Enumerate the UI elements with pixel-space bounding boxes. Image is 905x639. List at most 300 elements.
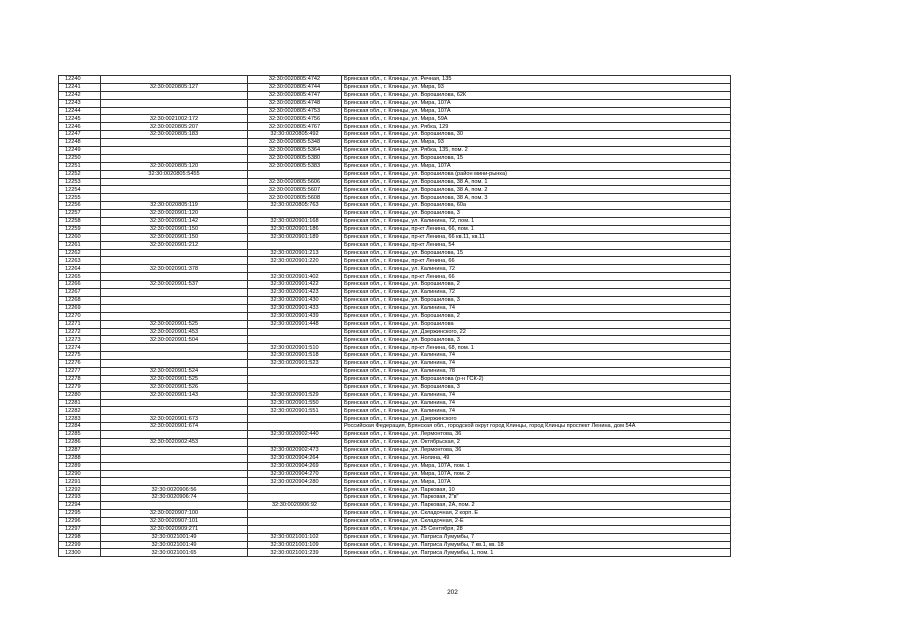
table-row: [59, 328, 731, 336]
address-cell: Брянская обл., г. Клинцы, ул. Ворошилова, 38 А, пом. 3: [342, 194, 731, 202]
land-cadastral-number-cell: 32:30:0020901:142: [101, 218, 248, 226]
building-cadastral-number-cell: 32:30:0020805:5348: [248, 139, 342, 147]
land-cadastral-number-cell: [101, 107, 248, 115]
table-row: [59, 162, 731, 170]
row-number-cell: 12292: [59, 486, 101, 494]
building-cadastral-number-cell: 32:30:0020901:402: [248, 273, 342, 281]
row-number-cell: 12268: [59, 296, 101, 304]
building-cadastral-number-cell: 32:30:0020901:422: [248, 281, 342, 289]
table-row: [59, 107, 731, 115]
table-row: [59, 91, 731, 99]
row-number-cell: 12285: [59, 431, 101, 439]
land-cadastral-number-cell: 32:30:0020901:212: [101, 241, 248, 249]
table-row: [59, 502, 731, 510]
building-cadastral-number-cell: 32:30:0020901:518: [248, 352, 342, 360]
row-number-cell: 12248: [59, 139, 101, 147]
table-row: [59, 99, 731, 107]
land-cadastral-number-cell: 32:30:0020805:127: [101, 83, 248, 91]
row-number-cell: 12246: [59, 123, 101, 131]
table-row: [59, 186, 731, 194]
building-cadastral-number-cell: 32:30:0020901:439: [248, 312, 342, 320]
address-cell: Брянская обл., г. Клинцы, ул. Калинина, 78: [342, 367, 731, 375]
table-row: [59, 375, 731, 383]
registry-table-container: [58, 75, 731, 557]
building-cadastral-number-cell: 32:30:0020805:4767: [248, 123, 342, 131]
address-cell: Брянская обл., г. Клинцы, ул. Ворошилова (район мини-рынка): [342, 170, 731, 178]
land-cadastral-number-cell: [101, 249, 248, 257]
address-cell: Брянская обл., г. Клинцы, ул. Лермонтова, 36: [342, 431, 731, 439]
address-cell: Брянская обл., г. Клинцы, ул. Калинина, 74: [342, 407, 731, 415]
address-cell: Брянская обл., г. Клинцы, ул. Калинина, 72, пом. 1: [342, 218, 731, 226]
registry-table: [58, 75, 731, 557]
table-row: [59, 202, 731, 210]
building-cadastral-number-cell: 32:30:0020805:5364: [248, 147, 342, 155]
building-cadastral-number-cell: 32:30:0020901:551: [248, 407, 342, 415]
land-cadastral-number-cell: [101, 312, 248, 320]
land-cadastral-number-cell: [101, 257, 248, 265]
land-cadastral-number-cell: 32:30:0020909:271: [101, 525, 248, 533]
building-cadastral-number-cell: [248, 525, 342, 533]
building-cadastral-number-cell: 32:30:0020805:5380: [248, 154, 342, 162]
row-number-cell: 12252: [59, 170, 101, 178]
building-cadastral-number-cell: 32:30:0020902:440: [248, 431, 342, 439]
table-row: [59, 281, 731, 289]
row-number-cell: 12289: [59, 462, 101, 470]
address-cell: Брянская обл., г. Клинцы, ул. Мира, 107А: [342, 99, 731, 107]
row-number-cell: 12265: [59, 273, 101, 281]
row-number-cell: 12241: [59, 83, 101, 91]
table-row: [59, 83, 731, 91]
building-cadastral-number-cell: [248, 210, 342, 218]
row-number-cell: 12279: [59, 383, 101, 391]
table-row: [59, 210, 731, 218]
building-cadastral-number-cell: 32:30:0020901:523: [248, 360, 342, 368]
land-cadastral-number-cell: [101, 147, 248, 155]
address-cell: Брянская обл., г. Клинцы, ул. Мира, 107А, пом. 1: [342, 462, 731, 470]
row-number-cell: 12286: [59, 438, 101, 446]
building-cadastral-number-cell: 32:30:0020901:423: [248, 289, 342, 297]
building-cadastral-number-cell: 32:30:0020805:5608: [248, 194, 342, 202]
row-number-cell: 12271: [59, 320, 101, 328]
address-cell: Брянская обл., г. Клинцы, ул. Дзержинского: [342, 415, 731, 423]
address-cell: Брянская обл., г. Клинцы, ул. Мира, 93: [342, 139, 731, 147]
table-row: [59, 352, 731, 360]
table-row: [59, 494, 731, 502]
row-number-cell: 12244: [59, 107, 101, 115]
land-cadastral-number-cell: [101, 99, 248, 107]
table-row: [59, 147, 731, 155]
land-cadastral-number-cell: 32:30:0021001:65: [101, 549, 248, 557]
address-cell: Брянская обл., г. Клинцы, ул. Калинина, 74: [342, 391, 731, 399]
address-cell: Брянская обл., г. Клинцы, ул. Патриса Лумумбы, 7 кв.1, кв. 18: [342, 541, 731, 549]
building-cadastral-number-cell: 32:30:0020805:4747: [248, 91, 342, 99]
address-cell: Брянская обл., г. Клинцы, ул. Нолина, 49: [342, 454, 731, 462]
row-number-cell: 12242: [59, 91, 101, 99]
table-row: [59, 423, 731, 431]
address-cell: Брянская обл., г. Клинцы, ул. Лермонтова, 36: [342, 446, 731, 454]
address-cell: Брянская обл., г. Клинцы, ул. Ворошилова, 3: [342, 383, 731, 391]
row-number-cell: 12262: [59, 249, 101, 257]
address-cell: Брянская обл., г. Клинцы, ул. Ворошилова, 2: [342, 312, 731, 320]
address-cell: Брянская обл., г. Клинцы, ул. Речная, 135: [342, 76, 731, 84]
row-number-cell: 12266: [59, 281, 101, 289]
table-row: [59, 462, 731, 470]
table-row: [59, 312, 731, 320]
land-cadastral-number-cell: [101, 462, 248, 470]
table-row: [59, 265, 731, 273]
building-cadastral-number-cell: 32:30:0020805:4753: [248, 107, 342, 115]
land-cadastral-number-cell: 32:30:0020907:100: [101, 509, 248, 517]
building-cadastral-number-cell: 32:30:0020904:280: [248, 478, 342, 486]
address-cell: Брянская обл., г. Клинцы, ул. Складочная, 2-Е: [342, 517, 731, 525]
table-row: [59, 367, 731, 375]
table-row: [59, 478, 731, 486]
building-cadastral-number-cell: 32:30:0020901:220: [248, 257, 342, 265]
land-cadastral-number-cell: 32:30:0021002:172: [101, 115, 248, 123]
land-cadastral-number-cell: [101, 399, 248, 407]
table-row: [59, 304, 731, 312]
land-cadastral-number-cell: 32:30:0020901:453: [101, 328, 248, 336]
building-cadastral-number-cell: 32:30:0020901:189: [248, 233, 342, 241]
row-number-cell: 12249: [59, 147, 101, 155]
land-cadastral-number-cell: 32:30:0020805:120: [101, 162, 248, 170]
land-cadastral-number-cell: 32:30:0020901:673: [101, 415, 248, 423]
building-cadastral-number-cell: [248, 509, 342, 517]
row-number-cell: 12240: [59, 76, 101, 84]
land-cadastral-number-cell: 32:30:0020901:150: [101, 225, 248, 233]
table-row: [59, 241, 731, 249]
address-cell: Брянская обл., г. Клинцы, пр-кт Ленина, 66, пом. 1: [342, 225, 731, 233]
address-cell: Брянская обл., г. Клинцы, пр-кт Ленина, 66: [342, 273, 731, 281]
building-cadastral-number-cell: 32:30:0020901:430: [248, 296, 342, 304]
registry-table-body: [59, 76, 731, 557]
building-cadastral-number-cell: 32:30:0020906:92: [248, 502, 342, 510]
address-cell: Брянская обл., г. Клинцы, ул. Ворошилова, 3: [342, 210, 731, 218]
land-cadastral-number-cell: [101, 273, 248, 281]
land-cadastral-number-cell: 32:30:0020901:504: [101, 336, 248, 344]
address-cell: Брянская обл., г. Клинцы, ул. Мира, 107А: [342, 107, 731, 115]
building-cadastral-number-cell: 32:30:0020805:5607: [248, 186, 342, 194]
table-row: [59, 123, 731, 131]
row-number-cell: 12282: [59, 407, 101, 415]
land-cadastral-number-cell: 32:30:0020907:101: [101, 517, 248, 525]
land-cadastral-number-cell: 32:30:0020901:525: [101, 375, 248, 383]
row-number-cell: 12253: [59, 178, 101, 186]
land-cadastral-number-cell: 32:30:0020805:183: [101, 131, 248, 139]
building-cadastral-number-cell: 32:30:0020805:4744: [248, 83, 342, 91]
table-row: [59, 257, 731, 265]
land-cadastral-number-cell: 32:30:0020901:120: [101, 210, 248, 218]
table-row: [59, 399, 731, 407]
land-cadastral-number-cell: [101, 360, 248, 368]
land-cadastral-number-cell: 32:30:0020906:74: [101, 494, 248, 502]
address-cell: Брянская обл., г. Клинцы, ул. Парковая, 10: [342, 486, 731, 494]
building-cadastral-number-cell: 32:30:0020904:270: [248, 470, 342, 478]
land-cadastral-number-cell: [101, 478, 248, 486]
land-cadastral-number-cell: [101, 344, 248, 352]
row-number-cell: 12287: [59, 446, 101, 454]
address-cell: Брянская обл., г. Клинцы, ул. Калинина, 74: [342, 304, 731, 312]
building-cadastral-number-cell: 32:30:0020805:763: [248, 202, 342, 210]
table-row: [59, 194, 731, 202]
row-number-cell: 12260: [59, 233, 101, 241]
table-row: [59, 336, 731, 344]
row-number-cell: 12256: [59, 202, 101, 210]
land-cadastral-number-cell: [101, 178, 248, 186]
land-cadastral-number-cell: [101, 352, 248, 360]
row-number-cell: 12300: [59, 549, 101, 557]
table-row: [59, 154, 731, 162]
land-cadastral-number-cell: 32:30:0020901:525: [101, 320, 248, 328]
row-number-cell: 12296: [59, 517, 101, 525]
land-cadastral-number-cell: [101, 407, 248, 415]
building-cadastral-number-cell: [248, 494, 342, 502]
address-cell: Брянская обл., г. Клинцы, ул. Патриса Лумумбы, 1, пом. 1: [342, 549, 731, 557]
row-number-cell: 12291: [59, 478, 101, 486]
table-row: [59, 225, 731, 233]
building-cadastral-number-cell: [248, 415, 342, 423]
address-cell: Брянская обл., г. Клинцы, ул. Ворошилова, 30: [342, 131, 731, 139]
building-cadastral-number-cell: [248, 517, 342, 525]
building-cadastral-number-cell: 32:30:0020904:264: [248, 454, 342, 462]
table-row: [59, 233, 731, 241]
land-cadastral-number-cell: 32:30:0020901:524: [101, 367, 248, 375]
row-number-cell: 12281: [59, 399, 101, 407]
row-number-cell: 12280: [59, 391, 101, 399]
land-cadastral-number-cell: 32:30:0020901:143: [101, 391, 248, 399]
row-number-cell: 12297: [59, 525, 101, 533]
row-number-cell: 12298: [59, 533, 101, 541]
row-number-cell: 12269: [59, 304, 101, 312]
address-cell: Брянская обл., г. Клинцы, ул. Рябка, 129: [342, 123, 731, 131]
building-cadastral-number-cell: [248, 170, 342, 178]
row-number-cell: 12267: [59, 289, 101, 297]
address-cell: Российская Федерация, Брянская обл., городской округ город Клинцы, город Клинцы проспект Ленина, дом 54А: [342, 423, 731, 431]
land-cadastral-number-cell: [101, 289, 248, 297]
table-row: [59, 139, 731, 147]
address-cell: Брянская обл., г. Клинцы, ул. Патриса Лумумбы, 7: [342, 533, 731, 541]
building-cadastral-number-cell: [248, 375, 342, 383]
building-cadastral-number-cell: 32:30:0020901:186: [248, 225, 342, 233]
address-cell: Брянская обл., г. Клинцы, ул. Калинина, 74: [342, 360, 731, 368]
table-row: [59, 115, 731, 123]
table-row: [59, 296, 731, 304]
building-cadastral-number-cell: [248, 265, 342, 273]
address-cell: Брянская обл., г. Клинцы, ул. 25 Сентября, 28: [342, 525, 731, 533]
row-number-cell: 12247: [59, 131, 101, 139]
address-cell: Брянская обл., г. Клинцы, ул. Парковая, 2"в": [342, 494, 731, 502]
address-cell: Брянская обл., г. Клинцы, ул. Ворошилова, 38 А, пом. 2: [342, 186, 731, 194]
building-cadastral-number-cell: 32:30:0020805:5383: [248, 162, 342, 170]
address-cell: Брянская обл., г. Клинцы, ул. Калинина, 74: [342, 399, 731, 407]
table-row: [59, 446, 731, 454]
address-cell: Брянская обл., г. Клинцы, ул. Мира, 107А: [342, 162, 731, 170]
building-cadastral-number-cell: 32:30:0021001:109: [248, 541, 342, 549]
land-cadastral-number-cell: [101, 454, 248, 462]
building-cadastral-number-cell: 32:30:0020901:448: [248, 320, 342, 328]
address-cell: Брянская обл., г. Клинцы, ул. Парковая, 2А, пом. 2: [342, 502, 731, 510]
row-number-cell: 12263: [59, 257, 101, 265]
table-row: [59, 454, 731, 462]
land-cadastral-number-cell: [101, 304, 248, 312]
row-number-cell: 12284: [59, 423, 101, 431]
land-cadastral-number-cell: [101, 502, 248, 510]
address-cell: Брянская обл., г. Клинцы, ул. Мира, 107А, пом. 2: [342, 470, 731, 478]
address-cell: Брянская обл., г. Клинцы, ул. Ворошилова, 15: [342, 249, 731, 257]
table-row: [59, 131, 731, 139]
address-cell: Брянская обл., г. Клинцы, пр-кт Ленина, 68, пом. 1: [342, 344, 731, 352]
land-cadastral-number-cell: 32:30:0020901:537: [101, 281, 248, 289]
row-number-cell: 12276: [59, 360, 101, 368]
building-cadastral-number-cell: 32:30:0020901:529: [248, 391, 342, 399]
table-row: [59, 289, 731, 297]
building-cadastral-number-cell: 32:30:0020902:473: [248, 446, 342, 454]
address-cell: Брянская обл., г. Клинцы, ул. Ворошилова, 15: [342, 154, 731, 162]
address-cell: Брянская обл., г. Клинцы, ул. Калинина, 72: [342, 265, 731, 273]
building-cadastral-number-cell: 32:30:0020901:213: [248, 249, 342, 257]
land-cadastral-number-cell: 32:30:0020901:526: [101, 383, 248, 391]
address-cell: Брянская обл., г. Клинцы, ул. Ворошилова (р-н ГСК-2): [342, 375, 731, 383]
table-row: [59, 218, 731, 226]
address-cell: Брянская обл., г. Клинцы, ул. Дзержинского, 22: [342, 328, 731, 336]
building-cadastral-number-cell: 32:30:0020904:269: [248, 462, 342, 470]
building-cadastral-number-cell: 32:30:0020901:510: [248, 344, 342, 352]
land-cadastral-number-cell: 32:30:0020901:674: [101, 423, 248, 431]
row-number-cell: 12290: [59, 470, 101, 478]
table-row: [59, 360, 731, 368]
row-number-cell: 12293: [59, 494, 101, 502]
building-cadastral-number-cell: [248, 336, 342, 344]
table-row: [59, 249, 731, 257]
row-number-cell: 12275: [59, 352, 101, 360]
row-number-cell: 12272: [59, 328, 101, 336]
table-row: [59, 525, 731, 533]
address-cell: Брянская обл., г. Клинцы, ул. Калинина, 72: [342, 289, 731, 297]
table-row: [59, 170, 731, 178]
address-cell: Брянская обл., г. Клинцы, ул. Ворошилова, 2: [342, 281, 731, 289]
row-number-cell: 12277: [59, 367, 101, 375]
land-cadastral-number-cell: [101, 186, 248, 194]
building-cadastral-number-cell: 32:30:0020805:5606: [248, 178, 342, 186]
building-cadastral-number-cell: [248, 423, 342, 431]
row-number-cell: 12274: [59, 344, 101, 352]
address-cell: Брянская обл., г. Клинцы, пр-кт Ленина, 66 кв.11, кв.11: [342, 233, 731, 241]
row-number-cell: 12243: [59, 99, 101, 107]
address-cell: Брянская обл., г. Клинцы, ул. Ворошилова, 60а: [342, 202, 731, 210]
land-cadastral-number-cell: 32:30:0020805:5455: [101, 170, 248, 178]
building-cadastral-number-cell: 32:30:0020805:4742: [248, 76, 342, 84]
row-number-cell: 12273: [59, 336, 101, 344]
page-number: 202: [447, 589, 458, 596]
land-cadastral-number-cell: [101, 431, 248, 439]
address-cell: Брянская обл., г. Клинцы, пр-кт Ленина, 66: [342, 257, 731, 265]
address-cell: Брянская обл., г. Клинцы, ул. Мира, 93: [342, 83, 731, 91]
land-cadastral-number-cell: 32:30:0020805:207: [101, 123, 248, 131]
building-cadastral-number-cell: 32:30:0020805:492: [248, 131, 342, 139]
address-cell: Брянская обл., г. Клинцы, ул. Мира, 107А: [342, 478, 731, 486]
building-cadastral-number-cell: [248, 486, 342, 494]
address-cell: Брянская обл., г. Клинцы, ул. Калинина, 74: [342, 352, 731, 360]
land-cadastral-number-cell: 32:30:0021001:49: [101, 533, 248, 541]
address-cell: Брянская обл., г. Клинцы, ул. Ворошилова, 62К: [342, 91, 731, 99]
row-number-cell: 12259: [59, 225, 101, 233]
building-cadastral-number-cell: [248, 438, 342, 446]
row-number-cell: 12251: [59, 162, 101, 170]
table-row: [59, 344, 731, 352]
table-row: [59, 549, 731, 557]
building-cadastral-number-cell: [248, 241, 342, 249]
land-cadastral-number-cell: [101, 470, 248, 478]
table-row: [59, 415, 731, 423]
row-number-cell: 12288: [59, 454, 101, 462]
building-cadastral-number-cell: 32:30:0020901:168: [248, 218, 342, 226]
row-number-cell: 12257: [59, 210, 101, 218]
address-cell: Брянская обл., г. Клинцы, ул. Ворошилова: [342, 320, 731, 328]
table-row: [59, 407, 731, 415]
row-number-cell: 12254: [59, 186, 101, 194]
row-number-cell: 12283: [59, 415, 101, 423]
table-row: [59, 383, 731, 391]
land-cadastral-number-cell: [101, 91, 248, 99]
building-cadastral-number-cell: 32:30:0020805:4748: [248, 99, 342, 107]
table-row: [59, 541, 731, 549]
row-number-cell: 12294: [59, 502, 101, 510]
row-number-cell: 12245: [59, 115, 101, 123]
building-cadastral-number-cell: 32:30:0021001:102: [248, 533, 342, 541]
table-row: [59, 509, 731, 517]
row-number-cell: 12258: [59, 218, 101, 226]
building-cadastral-number-cell: [248, 383, 342, 391]
address-cell: Брянская обл., г. Клинцы, ул. Складочная, 2 корп. Е: [342, 509, 731, 517]
row-number-cell: 12255: [59, 194, 101, 202]
table-row: [59, 391, 731, 399]
table-row: [59, 533, 731, 541]
row-number-cell: 12250: [59, 154, 101, 162]
land-cadastral-number-cell: [101, 194, 248, 202]
table-row: [59, 431, 731, 439]
land-cadastral-number-cell: [101, 154, 248, 162]
land-cadastral-number-cell: 32:30:0020901:378: [101, 265, 248, 273]
address-cell: Брянская обл., г. Клинцы, ул. Октябрьская, 2: [342, 438, 731, 446]
table-row: [59, 438, 731, 446]
building-cadastral-number-cell: [248, 328, 342, 336]
table-row: [59, 470, 731, 478]
table-row: [59, 320, 731, 328]
row-number-cell: 12278: [59, 375, 101, 383]
building-cadastral-number-cell: 32:30:0020805:4756: [248, 115, 342, 123]
land-cadastral-number-cell: 32:30:0020805:119: [101, 202, 248, 210]
table-row: [59, 76, 731, 84]
building-cadastral-number-cell: 32:30:0020901:433: [248, 304, 342, 312]
land-cadastral-number-cell: [101, 446, 248, 454]
table-row: [59, 273, 731, 281]
address-cell: Брянская обл., г. Клинцы, ул. Мира, 59А: [342, 115, 731, 123]
land-cadastral-number-cell: 32:30:0020901:150: [101, 233, 248, 241]
row-number-cell: 12264: [59, 265, 101, 273]
address-cell: Брянская обл., г. Клинцы, ул. Ворошилова, 3: [342, 296, 731, 304]
building-cadastral-number-cell: 32:30:0020901:550: [248, 399, 342, 407]
land-cadastral-number-cell: 32:30:0020906:56: [101, 486, 248, 494]
row-number-cell: 12295: [59, 509, 101, 517]
address-cell: Брянская обл., г. Клинцы, ул. Рябка, 135, пом. 2: [342, 147, 731, 155]
land-cadastral-number-cell: [101, 76, 248, 84]
table-row: [59, 517, 731, 525]
land-cadastral-number-cell: [101, 296, 248, 304]
row-number-cell: 12261: [59, 241, 101, 249]
land-cadastral-number-cell: 32:30:0020902:453: [101, 438, 248, 446]
building-cadastral-number-cell: [248, 367, 342, 375]
row-number-cell: 12270: [59, 312, 101, 320]
